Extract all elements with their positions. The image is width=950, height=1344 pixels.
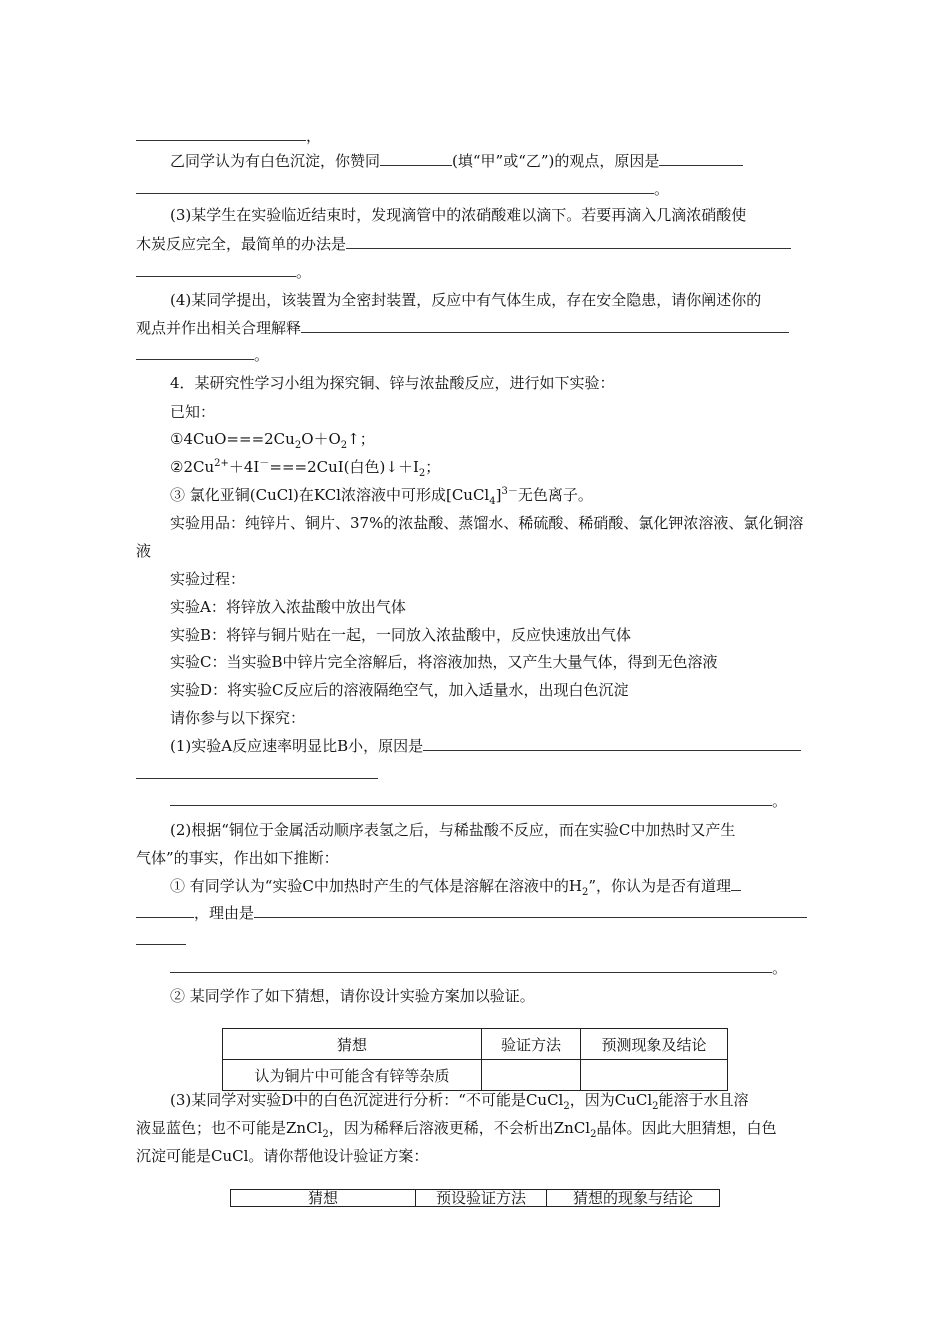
blank[interactable] [136, 764, 378, 779]
subscript: 2 [322, 1129, 329, 1140]
blank[interactable] [423, 736, 801, 751]
text: ； [425, 458, 441, 476]
answer-line [136, 930, 186, 950]
text: ①4CuO===2Cu [170, 430, 295, 448]
text-line: 实验C：当实验B中锌片完全溶解后，将溶液加热，又产生大量气体，得到无色溶液 [170, 653, 718, 671]
answer-line [136, 126, 321, 146]
answer-line [136, 903, 807, 923]
superscript: － [259, 458, 270, 469]
table-header: 猜想 [231, 1190, 416, 1207]
question-line [170, 1090, 749, 1110]
blank[interactable] [136, 179, 654, 194]
text: ① 有同学认为“实验C中加热时产生的气体是溶解在溶液中的H [170, 877, 582, 895]
answer-line [136, 262, 311, 282]
answer-line [170, 958, 787, 978]
text: 。 [654, 180, 670, 198]
text: ] [495, 486, 502, 504]
question-line [136, 1118, 776, 1138]
question-line [170, 151, 743, 171]
text: (填“甲”或“乙”)的观点，原因是 [452, 152, 660, 170]
text: 。 [772, 959, 788, 977]
text: (3)某同学对实验D中的白色沉淀进行分析：“不可能是CuCl [170, 1091, 564, 1109]
question-line [170, 736, 801, 756]
subscript: 2 [590, 1129, 597, 1140]
text: 观点并作出相关合理解释 [136, 319, 302, 337]
subscript: 2 [340, 440, 348, 451]
text: 液显蓝色；也不可能是ZnCl [136, 1119, 323, 1137]
text-line: 实验过程： [170, 570, 246, 588]
subscript: 2 [418, 468, 426, 479]
subscript: 2 [582, 887, 589, 898]
answer-line [136, 345, 269, 365]
blank[interactable] [301, 318, 789, 333]
text: ，理由是 [194, 904, 255, 922]
text-line: 实验D：将实验C反应后的溶液隔绝空气，加入适量水，出现白色沉淀 [170, 681, 629, 699]
blank[interactable] [380, 151, 452, 166]
text: ②2Cu [170, 458, 215, 476]
text: (1)实验A反应速率明显比B小，原因是 [170, 737, 424, 755]
blank[interactable] [136, 126, 306, 141]
subscript: 2 [652, 1101, 659, 1112]
text: 能溶于水且溶 [658, 1091, 749, 1109]
table-cell-input[interactable] [581, 1060, 728, 1091]
blank[interactable] [136, 903, 194, 918]
question-line: (2)根据“铜位于金属活动顺序表氢之后，与稀盐酸不反应，而在实验C中加热时又产生 [170, 821, 736, 839]
text: ，因为CuCl [569, 1091, 653, 1109]
text: ＋4I [228, 458, 260, 476]
subscript: 2 [563, 1101, 570, 1112]
equation-line [170, 429, 375, 449]
table-header: 预测现象及结论 [581, 1029, 728, 1060]
table-header: 验证方法 [482, 1029, 581, 1060]
blank[interactable] [254, 903, 807, 918]
question-line: 沉淀可能是CuCl。请你帮他设计验证方案： [136, 1147, 429, 1165]
superscript: 3－ [501, 486, 518, 497]
blank[interactable] [170, 958, 772, 973]
text: 。 [296, 263, 312, 281]
table-cell: 认为铜片中可能含有锌等杂质 [223, 1060, 482, 1091]
text-line [170, 485, 593, 505]
question-line: (3)某学生在实验临近结束时，发现滴管中的浓硝酸难以滴下。若要再滴入几滴浓硝酸使 [170, 206, 747, 224]
table-header: 预设验证方法 [416, 1190, 547, 1207]
text: ，因为稀释后溶液更稀，不会析出ZnCl [328, 1119, 591, 1137]
equation-line [170, 457, 440, 477]
text-line: 液 [136, 542, 152, 560]
text: 无色离子。 [517, 486, 593, 504]
blank[interactable] [731, 876, 741, 891]
text-line: 已知： [170, 403, 216, 421]
text: ===2CuI(白色)↓＋I [269, 458, 419, 476]
text-line: 实验A：将锌放入浓盐酸中放出气体 [170, 598, 406, 616]
answer-line [170, 791, 787, 811]
text-line: ② 某同学作了如下猜想，请你设计实验方案加以验证。 [170, 987, 535, 1005]
text: 。 [254, 346, 270, 364]
verification-table [230, 1189, 720, 1207]
text: ”，你认为是否有道理 [588, 877, 732, 895]
text: ↑； [347, 430, 375, 448]
question-line [136, 234, 791, 254]
answer-line [136, 179, 669, 199]
question-line [136, 318, 789, 338]
text-line: 请你参与以下探究： [170, 709, 306, 727]
question-line [170, 876, 741, 896]
subscript: 4 [489, 496, 496, 507]
blank[interactable] [136, 345, 254, 360]
answer-line [136, 764, 378, 784]
question-line: (4)某同学提出，该装置为全密封装置，反应中有气体生成，存在安全隐患，请你阐述你的 [170, 291, 762, 309]
text: 乙同学认为有白色沉淀，你赞同 [170, 152, 381, 170]
table-header: 猜想 [223, 1029, 482, 1060]
hypothesis-table [222, 1028, 728, 1091]
superscript: 2+ [214, 458, 229, 469]
text: O＋O [301, 430, 341, 448]
blank[interactable] [170, 791, 772, 806]
blank[interactable] [346, 234, 791, 249]
question-line: 气体”的事实，作出如下推断： [136, 849, 339, 867]
text-line: 实验用品：纯锌片、铜片、37%的浓盐酸、蒸馏水、稀硫酸、稀硝酸、氯化钾浓溶液、氯化铜溶 [170, 514, 804, 532]
table-cell-input[interactable] [482, 1060, 581, 1091]
blank[interactable] [136, 262, 296, 277]
blank[interactable] [659, 151, 743, 166]
text-line: 实验B：将锌与铜片贴在一起，一同放入浓盐酸中，反应快速放出气体 [170, 626, 632, 644]
question-title: 4．某研究性学习小组为探究铜、锌与浓盐酸反应，进行如下实验： [170, 374, 615, 392]
text: ， [306, 127, 322, 145]
blank[interactable] [136, 930, 186, 945]
subscript: 2 [294, 440, 302, 451]
text: 木炭反应完全，最简单的办法是 [136, 235, 347, 253]
table-header: 猜想的现象与结论 [547, 1190, 720, 1207]
text: ③ 氯化亚铜(CuCl)在KCl浓溶液中可形成[CuCl [170, 486, 490, 504]
text: 晶体。因此大胆猜想，白色 [596, 1119, 777, 1137]
text: 。 [772, 792, 788, 810]
